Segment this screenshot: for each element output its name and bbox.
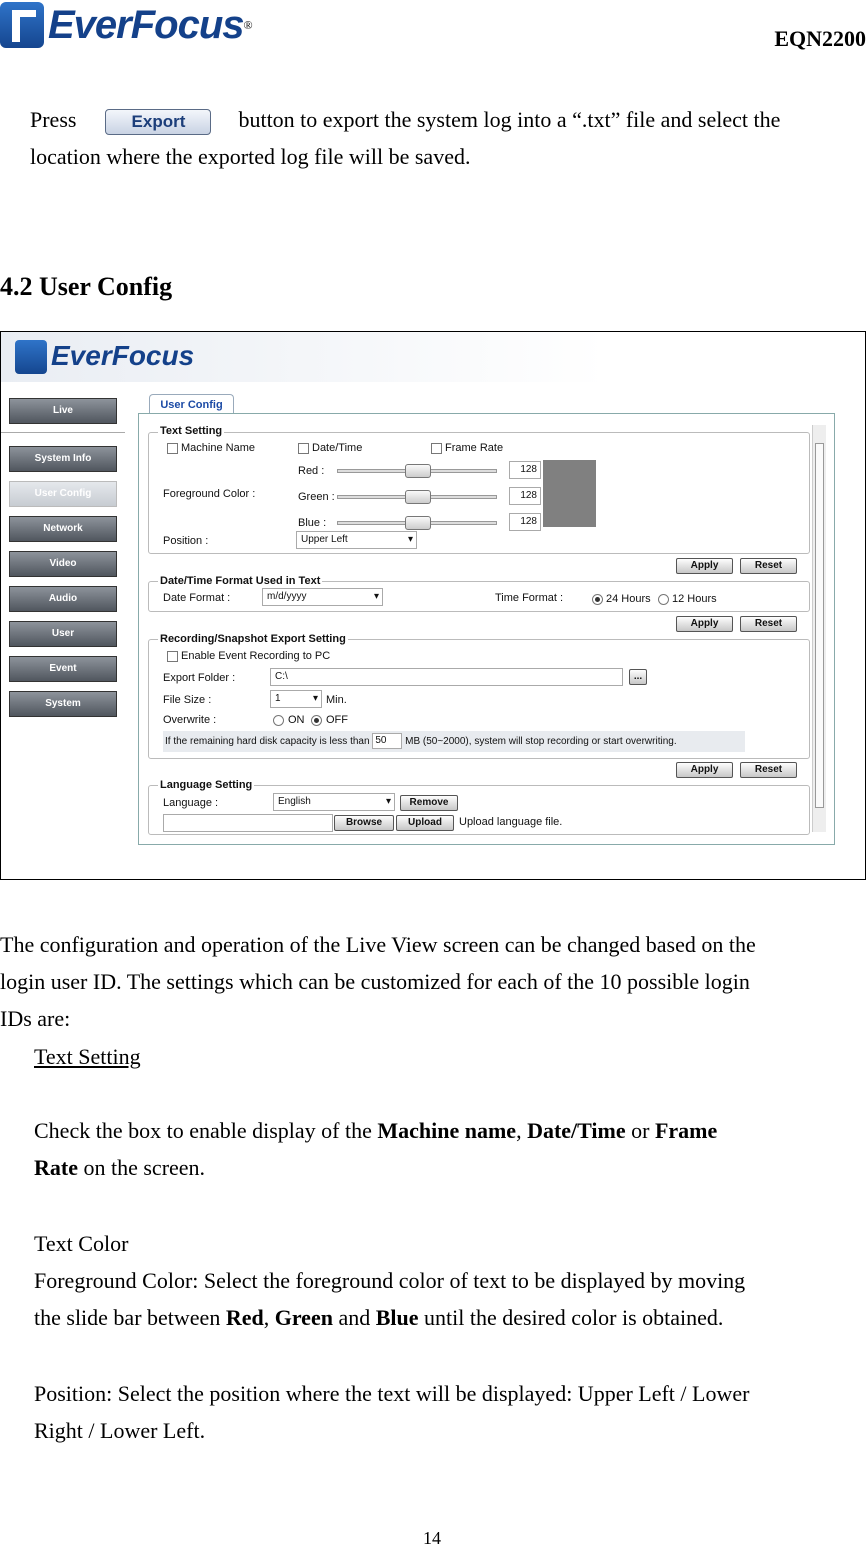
- frame-rate-label: Frame Rate: [445, 442, 504, 454]
- overwrite-label: Overwrite :: [163, 714, 217, 726]
- screenshot-header: [1, 332, 865, 382]
- red-bold: Red: [225, 1305, 264, 1330]
- checkbox-description-line-2: [34, 1149, 205, 1186]
- everfocus-logo: [0, 2, 253, 48]
- reset-button[interactable]: Reset: [740, 762, 797, 778]
- file-size-label: File Size :: [163, 694, 212, 706]
- overwrite-on-label: ON: [288, 714, 305, 726]
- datetime-title: Date/Time Format Used in Text: [160, 575, 321, 587]
- reset-button[interactable]: Reset: [740, 558, 797, 574]
- check-pre: Check the box to enable display of the: [34, 1118, 372, 1143]
- frame-rate-checkbox[interactable]: [431, 443, 442, 454]
- blue-value[interactable]: 128: [509, 513, 541, 531]
- apply-button[interactable]: Apply: [676, 558, 733, 574]
- red-slider[interactable]: [337, 466, 497, 476]
- min-label: Min.: [326, 694, 347, 706]
- capacity-note-post: MB (50~2000), system will stop recording or start overwriting.: [405, 736, 677, 747]
- position-description-line-2: Right / Lower Left.: [34, 1418, 206, 1443]
- nav-system[interactable]: System: [9, 691, 117, 717]
- page-number: 14: [423, 1528, 441, 1548]
- machine-name-bold: Machine name: [377, 1118, 517, 1143]
- press-text: Press: [30, 107, 77, 132]
- nav-live[interactable]: Live: [9, 398, 117, 424]
- foreground-description-line-1: Foreground Color: Select the foreground color of text to be displayed by moving: [34, 1268, 746, 1293]
- apply-button[interactable]: Apply: [676, 616, 733, 632]
- blue-label: Blue :: [298, 517, 327, 529]
- 24-hours-radio[interactable]: [592, 594, 603, 605]
- capacity-note: [163, 731, 745, 752]
- green-label: Green :: [298, 491, 335, 503]
- recording-title: Recording/Snapshot Export Setting: [160, 633, 346, 645]
- and-text: and: [338, 1305, 371, 1330]
- green-slider-knob[interactable]: [405, 490, 431, 504]
- comma: ,: [263, 1305, 270, 1330]
- language-title: Language Setting: [160, 779, 253, 791]
- blue-slider[interactable]: [337, 518, 497, 528]
- overwrite-on-radio[interactable]: [273, 715, 284, 726]
- file-size-select[interactable]: 1 ▾: [270, 690, 322, 708]
- blue-bold: Blue: [375, 1305, 419, 1330]
- config-description-line-1: The configuration and operation of the Live View screen can be changed based on the: [0, 932, 756, 957]
- color-preview-swatch: [543, 460, 596, 527]
- language-select[interactable]: English ▾: [273, 793, 395, 811]
- capacity-note-pre: If the remaining hard disk capacity is less than: [165, 736, 370, 747]
- nav-event[interactable]: Event: [9, 656, 117, 682]
- machine-name-label: Machine Name: [181, 442, 255, 454]
- 24-hours-label: 24 Hours: [606, 593, 651, 605]
- green-slider[interactable]: [337, 492, 497, 502]
- panel-scrollbar[interactable]: [812, 425, 826, 832]
- overwrite-off-label: OFF: [326, 714, 348, 726]
- model-number: EQN2200: [774, 26, 866, 51]
- intro-line-1: [30, 101, 860, 138]
- nav-system-info[interactable]: System Info: [9, 446, 117, 472]
- fg-pre: the slide bar between: [34, 1305, 221, 1330]
- frame-bold: Frame: [654, 1118, 718, 1143]
- position-description-line-1: Position: Select the position where the text will be displayed: Upper Left / Lower: [34, 1381, 750, 1406]
- export-folder-label: Export Folder :: [163, 672, 236, 684]
- brand-name: EverFocus: [48, 2, 244, 47]
- scrollbar-thumb[interactable]: [815, 443, 824, 808]
- machine-name-checkbox[interactable]: [167, 443, 178, 454]
- nav-network[interactable]: Network: [9, 516, 117, 542]
- text-setting-title: Text Setting: [160, 425, 223, 437]
- date-time-checkbox[interactable]: [298, 443, 309, 454]
- date-time-bold: Date/Time: [527, 1118, 626, 1143]
- text-color-heading: Text Color: [34, 1231, 129, 1256]
- checkbox-description-line-1: [34, 1112, 717, 1149]
- time-format-label: Time Format :: [495, 592, 564, 604]
- green-value[interactable]: 128: [509, 487, 541, 505]
- date-time-label: Date/Time: [312, 442, 363, 454]
- rate-bold: Rate: [34, 1155, 78, 1180]
- overwrite-off-radio[interactable]: [311, 715, 322, 726]
- tab-user-config[interactable]: User Config: [149, 394, 234, 414]
- enable-event-recording-checkbox[interactable]: [167, 651, 178, 662]
- remove-language-button[interactable]: Remove: [400, 795, 458, 811]
- user-config-screenshot: [0, 331, 866, 880]
- on-screen-text: on the screen.: [83, 1155, 206, 1180]
- blue-slider-knob[interactable]: [405, 516, 431, 530]
- intro-text: button to export the system log into a “.txt” file and select the: [238, 107, 781, 132]
- upload-language-button[interactable]: Upload: [396, 815, 454, 831]
- red-slider-knob[interactable]: [405, 464, 431, 478]
- apply-button[interactable]: Apply: [676, 762, 733, 778]
- comma: ,: [516, 1118, 522, 1143]
- date-format-label: Date Format :: [163, 592, 231, 604]
- config-description-line-2: login user ID. The settings which can be customized for each of the 10 possible login: [0, 969, 750, 994]
- enable-event-recording-label: Enable Event Recording to PC: [181, 650, 331, 662]
- intro-line-2: location where the exported log file will be saved.: [30, 144, 471, 169]
- nav-audio[interactable]: Audio: [9, 586, 117, 612]
- sidebar-divider: [1, 432, 125, 433]
- nav-user[interactable]: User: [9, 621, 117, 647]
- text-setting-heading-text: Text Setting: [34, 1044, 141, 1069]
- fg-post: until the desired color is obtained.: [424, 1305, 724, 1330]
- export-button[interactable]: Export: [105, 109, 211, 135]
- 12-hours-radio[interactable]: [658, 594, 669, 605]
- or-text: or: [631, 1118, 650, 1143]
- red-value[interactable]: 128: [509, 461, 541, 479]
- text-setting-heading: [34, 1038, 141, 1075]
- upload-language-note: Upload language file.: [459, 816, 563, 828]
- nav-user-config[interactable]: User Config: [9, 481, 117, 507]
- section-title: 4.2 User Config: [0, 272, 173, 301]
- language-label: Language :: [163, 797, 219, 809]
- registered-mark: ®: [243, 17, 253, 32]
- capacity-input[interactable]: 50: [372, 733, 402, 749]
- reset-button[interactable]: Reset: [740, 616, 797, 632]
- everfocus-logo-mark: [0, 2, 44, 48]
- screenshot-brand: EverFocus: [51, 340, 195, 371]
- browse-language-button[interactable]: Browse: [334, 815, 394, 831]
- browse-folder-button[interactable]: ...: [629, 669, 647, 685]
- config-description-line-3: IDs are:: [0, 1006, 71, 1031]
- date-format-select[interactable]: m/d/yyyy ▾: [262, 588, 383, 606]
- red-label: Red :: [298, 465, 325, 477]
- 12-hours-label: 12 Hours: [672, 593, 717, 605]
- everfocus-small-logo-mark: [15, 340, 47, 374]
- nav-video[interactable]: Video: [9, 551, 117, 577]
- foreground-color-label: Foreground Color :: [163, 488, 256, 500]
- green-bold: Green: [274, 1305, 333, 1330]
- foreground-description-line-2: [34, 1299, 723, 1336]
- position-select[interactable]: Upper Left ▾: [296, 531, 417, 549]
- export-folder-input[interactable]: C:\: [270, 668, 623, 686]
- language-file-input[interactable]: [163, 814, 333, 832]
- position-label: Position :: [163, 535, 209, 547]
